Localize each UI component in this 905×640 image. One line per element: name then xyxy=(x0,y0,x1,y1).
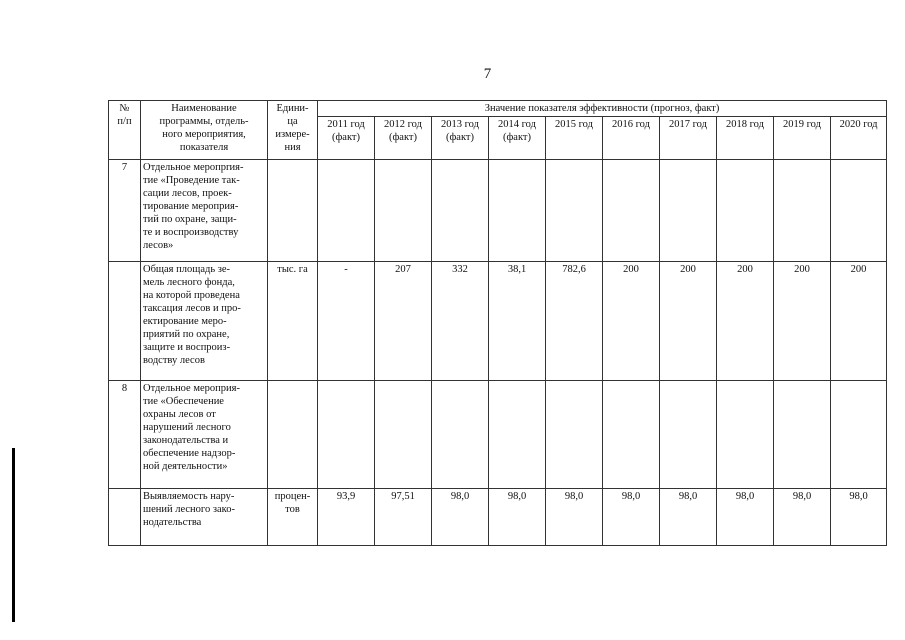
row-name: Выявляемость нару- шений лесного зако- нодательства xyxy=(141,489,268,546)
value-cell xyxy=(432,381,489,489)
value-cell: 98,0 xyxy=(546,489,603,546)
value-cell xyxy=(375,159,432,261)
value-cell: 200 xyxy=(831,261,887,381)
value-cell: - xyxy=(318,261,375,381)
header-year: 2013 год (факт) xyxy=(432,117,489,160)
value-cell xyxy=(774,159,831,261)
header-year: 2012 год (факт) xyxy=(375,117,432,160)
value-cell xyxy=(546,159,603,261)
value-cell: 98,0 xyxy=(603,489,660,546)
value-cell xyxy=(660,159,717,261)
value-cell xyxy=(546,381,603,489)
value-cell: 200 xyxy=(774,261,831,381)
value-cell xyxy=(603,159,660,261)
row-number xyxy=(109,261,141,381)
value-cell: 200 xyxy=(603,261,660,381)
table-row xyxy=(109,489,887,546)
indicator-table xyxy=(108,100,887,546)
value-cell xyxy=(774,381,831,489)
value-cell xyxy=(318,381,375,489)
row-number: 8 xyxy=(109,381,141,489)
row-unit xyxy=(268,159,318,261)
header-no: № п/п xyxy=(109,101,141,160)
value-cell: 93,9 xyxy=(318,489,375,546)
header-unit: Едини- ца измере- ния xyxy=(268,101,318,160)
header-year: 2015 год xyxy=(546,117,603,160)
value-cell: 97,51 xyxy=(375,489,432,546)
value-cell: 98,0 xyxy=(660,489,717,546)
header-year: 2011 год (факт) xyxy=(318,117,375,160)
page-number: 7 xyxy=(483,66,492,82)
header-row xyxy=(109,101,887,117)
header-year: 2020 год xyxy=(831,117,887,160)
row-number: 7 xyxy=(109,159,141,261)
value-cell xyxy=(489,159,546,261)
value-cell xyxy=(375,381,432,489)
table-row xyxy=(109,261,887,381)
row-name: Общая площадь зе- мель лесного фонда, на которой проведена таксация лесов и про- ектирование меро- приятий по охране, защите и воспроиз- водству лесов xyxy=(141,261,268,381)
value-cell xyxy=(432,159,489,261)
value-cell: 207 xyxy=(375,261,432,381)
header-group: Значение показателя эффективности (прогноз, факт) xyxy=(318,101,887,117)
header-year: 2017 год xyxy=(660,117,717,160)
value-cell xyxy=(660,381,717,489)
value-cell: 332 xyxy=(432,261,489,381)
row-unit: процен- тов xyxy=(268,489,318,546)
row-name: Отдельное мероприя- тие «Обеспечение охраны лесов от нарушений лесного законодательства и обеспечение надзор- ной деятельности» xyxy=(141,381,268,489)
row-name: Отдельное меропрrия- тие «Проведение так- сации лесов, проек- тирование мероприя- тий по охране, защи- те и воспроизводству лесов» xyxy=(141,159,268,261)
value-cell: 98,0 xyxy=(774,489,831,546)
table-row xyxy=(109,381,887,489)
header-name: Наименование программы, отдель- ного мероприятия, показателя xyxy=(141,101,268,160)
header-year: 2018 год xyxy=(717,117,774,160)
value-cell xyxy=(603,381,660,489)
value-cell: 98,0 xyxy=(489,489,546,546)
value-cell xyxy=(831,159,887,261)
value-cell: 98,0 xyxy=(831,489,887,546)
value-cell xyxy=(318,159,375,261)
value-cell: 782,6 xyxy=(546,261,603,381)
value-cell: 38,1 xyxy=(489,261,546,381)
scan-edge-mark xyxy=(12,448,15,622)
table-row xyxy=(109,159,887,261)
value-cell xyxy=(717,381,774,489)
header-year: 2014 год (факт) xyxy=(489,117,546,160)
row-number xyxy=(109,489,141,546)
value-cell xyxy=(489,381,546,489)
row-unit xyxy=(268,381,318,489)
value-cell: 98,0 xyxy=(432,489,489,546)
value-cell xyxy=(717,159,774,261)
value-cell: 98,0 xyxy=(717,489,774,546)
header-year: 2019 год xyxy=(774,117,831,160)
row-unit: тыс. га xyxy=(268,261,318,381)
value-cell: 200 xyxy=(717,261,774,381)
value-cell xyxy=(831,381,887,489)
header-year: 2016 год xyxy=(603,117,660,160)
value-cell: 200 xyxy=(660,261,717,381)
